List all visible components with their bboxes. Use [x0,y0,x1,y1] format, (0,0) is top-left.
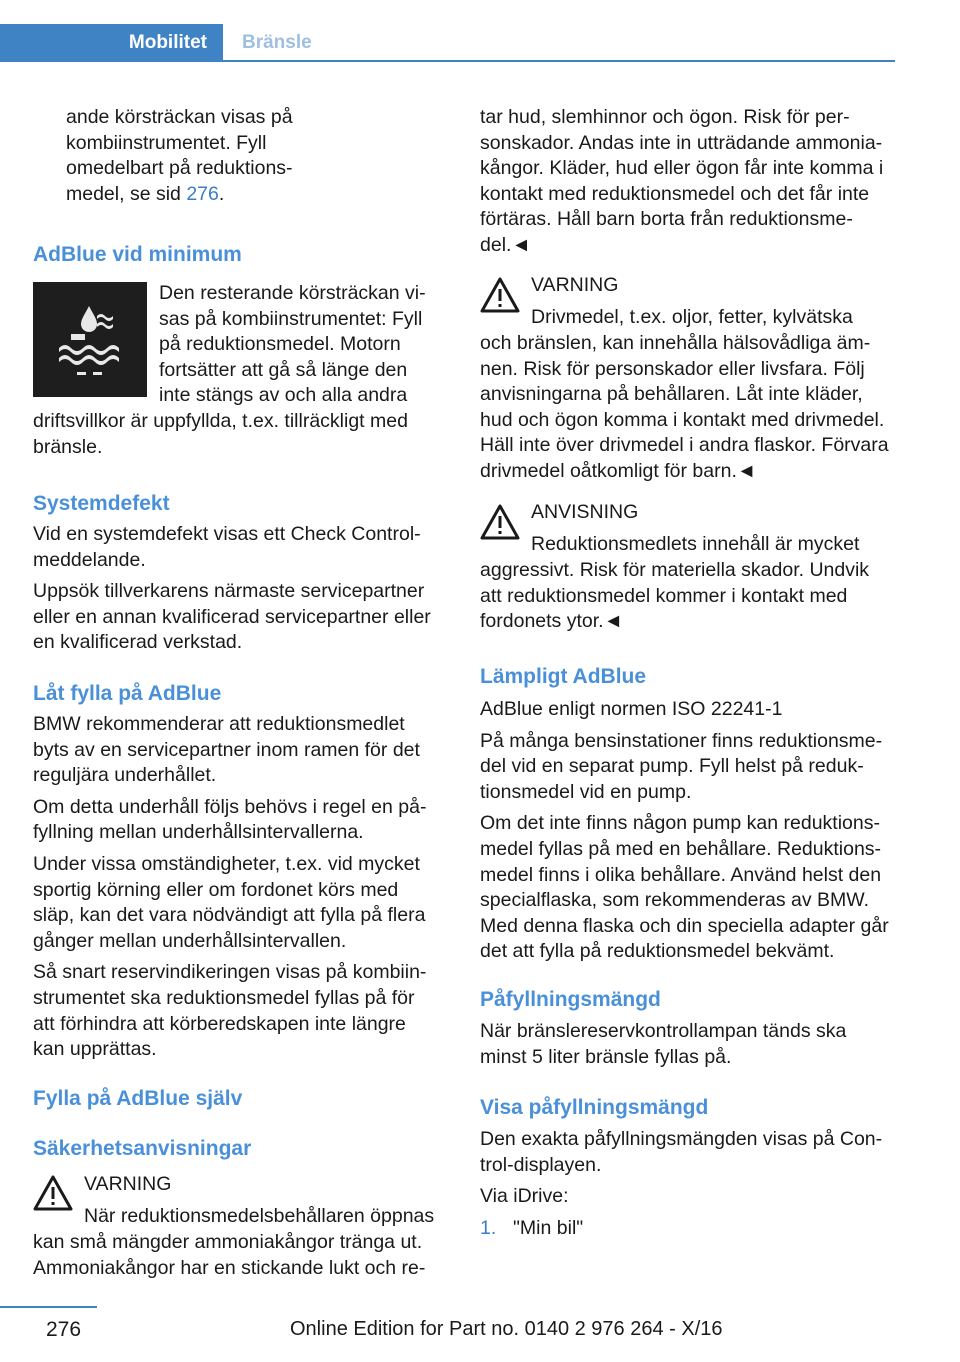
heading-adblue-minimum: AdBlue vid minimum [33,243,242,266]
text-line: sas på kombiinstrumentet: Fyll [159,307,423,330]
systemdefekt-text [33,522,453,656]
text-line: byts av en servicepartner inom ramen för det [33,738,420,761]
text-line: specialflaska, som rekommenderas av BMW. [480,889,870,912]
text-line: en kvalificerad verkstad. [33,631,243,654]
text-line: medel finns i olika behållare. Använd helst den [480,863,882,886]
list-item [480,1216,905,1242]
text-line: tar hud, slemhinnor och ögon. Risk för per- [480,106,850,128]
text-line: nen. Risk för personskador eller livsfara. Följ [480,357,865,380]
text-line: fortsätter att gå så länge den [159,358,408,381]
page-number-rule [0,1306,97,1308]
lampligt-text [480,697,905,965]
text-line: tionsmedel vid en pump. [480,780,692,803]
list-item-text: "Min bil" [513,1216,584,1239]
text-span: medel, se sid [66,182,187,205]
text-line: fordonets ytor.◄ [480,610,623,633]
text-line: Häll inte över drivmedel i andra flaskor. Förvara [480,434,889,457]
text-line: kan små mängder ammoniakångor tränga ut. [33,1231,423,1253]
list-number: 1. [480,1216,497,1239]
warning2-head [531,273,901,330]
adblue-min-text [159,281,449,409]
text-line: kombiinstrumentet. Fyll [66,131,267,154]
tab-bransle[interactable]: Bränsle [223,24,895,62]
text-line: Reduktionsmedlets innehåll är mycket [531,532,860,555]
text-line: att reduktionsmedel kommer i kontakt med [480,584,848,607]
text-line [66,182,446,208]
text-line: omedelbart på reduktions- [66,157,293,180]
text-line: förtäras. Håll barn borta från reduktionsme- [480,208,853,231]
notice-title: ANVISNING [531,501,639,523]
text-line: på reduktionsmedel. Motorn [159,333,401,356]
text-line: strumentet ska reduktionsmedel fyllas på för [33,986,415,1009]
text-line: släp, kan det vara nödvändigt att fylla på flera [33,904,426,927]
heading-visa-pafyllningsmangd: Visa påfyllningsmängd [480,1096,709,1119]
text-line: eller en annan kvalificerad servicepartner eller [33,605,431,628]
heading-lampligt-adblue: Lämpligt AdBlue [480,665,647,688]
text-line: sportig körning eller om fordonet körs med [33,878,399,901]
text-span: . [218,182,225,205]
text-line: På många bensinstationer finns reduktionsme- [480,729,883,752]
text-line: ande körsträckan visas på [66,106,293,128]
edition-footer: Online Edition for Part no. 0140 2 976 264 - X/16 [290,1318,723,1340]
text-line: kångor. Kläder, hud eller ögon får inte komma i [480,157,884,180]
text-line: aggressivt. Risk för materiella skador. Undvik [480,559,870,581]
warning1-head [84,1172,454,1229]
text-line: När reduktionsmedelsbehållaren öppnas [84,1204,435,1227]
page-link[interactable]: 276 [186,182,219,205]
warning-triangle-icon [480,277,520,313]
text-line: del vid en separat pump. Fyll helst på reduk- [480,755,864,778]
text-line: Vid en systemdefekt visas ett Check Control- [33,523,421,545]
text-line: sonskador. Andas inte in utträdande ammonia- [480,131,883,154]
visa-text [480,1127,905,1241]
heading-pafyllningsmangd: Påfyllningsmängd [480,988,661,1011]
warning-title: VARNING [84,1173,172,1195]
text-line: Så snart reservindikeringen visas på kombiin- [33,961,427,984]
text-line: att förhindra att körberedskapen inte längre [33,1012,406,1035]
heading-sakerhetsanvisningar: Säkerhetsanvisningar [33,1137,252,1160]
warning-title: VARNING [531,274,619,296]
notice-head [531,500,901,557]
text-line: Om det inte finns någon pump kan reduktions- [480,812,880,835]
warning-cont-text [480,105,900,259]
text-line: Den exakta påfyllningsmängden visas på Con- [480,1128,883,1150]
text-line: När bränslereservkontrollampan tänds ska [480,1020,847,1042]
text-line: medel fyllas på med en behållare. Reduktions- [480,837,882,860]
heading-lat-fylla: Låt fylla på AdBlue [33,682,222,705]
text-line: del.◄ [480,233,531,256]
text-line: hud och ögon komma i kontakt med drivmedel. [480,408,885,431]
text-line: fyllning mellan underhållsintervallerna. [33,821,364,844]
text-line: Med denna flaska och din speciella adapter går [480,914,889,937]
page-number: 276 [46,1318,82,1341]
heading-systemdefekt: Systemdefekt [33,492,170,515]
text-line: Uppsök tillverkarens närmaste servicepartner [33,580,425,603]
intro-text [66,105,446,207]
text-line: reguljära underhållet. [33,764,217,787]
warning1-text [33,1230,458,1281]
text-line: meddelande. [33,548,146,571]
text-line: det att fylla på reduktionsmedel bekvämt. [480,940,835,963]
text-line: Under vissa omständigheter, t.ex. vid mycket [33,852,420,875]
tab-mobilitet[interactable]: Mobilitet [0,24,223,62]
text-line: drivmedel oåtkomligt för barn.◄ [480,459,757,482]
text-line: inte stängs av och alla andra [159,384,408,407]
text-line: kontakt med reduktionsmedel och det får inte [480,182,870,205]
header-rule [223,60,895,62]
notice-triangle-icon [480,504,520,540]
warning-triangle-icon [33,1175,73,1211]
text-line: Via iDrive: [480,1185,569,1208]
notice-text [480,558,905,635]
text-line: kan upprättas. [33,1038,157,1061]
text-line: Ammoniakångor har en stickande lukt och re- [33,1256,426,1279]
text-line: driftsvillkor är uppfyllda, t.ex. tillräckligt med [33,410,408,432]
text-line: Drivmedel, t.ex. oljor, fetter, kylvätska [531,305,853,328]
lat-fylla-text [33,712,453,1063]
text-line: och bränslen, kan innehålla hälsovådliga äm- [480,332,871,354]
text-line: Den resterande körsträckan vi- [159,282,426,304]
text-line: minst 5 liter bränsle fyllas på. [480,1045,732,1068]
adblue-warning-lamp-icon [33,282,147,397]
text-line: AdBlue enligt normen ISO 22241-1 [480,698,783,720]
warning2-text [480,331,905,485]
text-line: bränsle. [33,435,103,458]
text-line: gånger mellan underhållsintervallen. [33,929,347,952]
adblue-min-text-cont [33,409,453,460]
pafyllning-text [480,1019,905,1070]
text-line: BMW rekommenderar att reduktionsmedlet [33,713,405,735]
text-line: anvisningarna på behållaren. Låt inte kläder, [480,383,863,406]
text-line: Om detta underhåll följs behövs i regel en på- [33,795,427,818]
text-line: trol-displayen. [480,1153,602,1176]
heading-fylla-sjalv: Fylla på AdBlue själv [33,1087,243,1110]
